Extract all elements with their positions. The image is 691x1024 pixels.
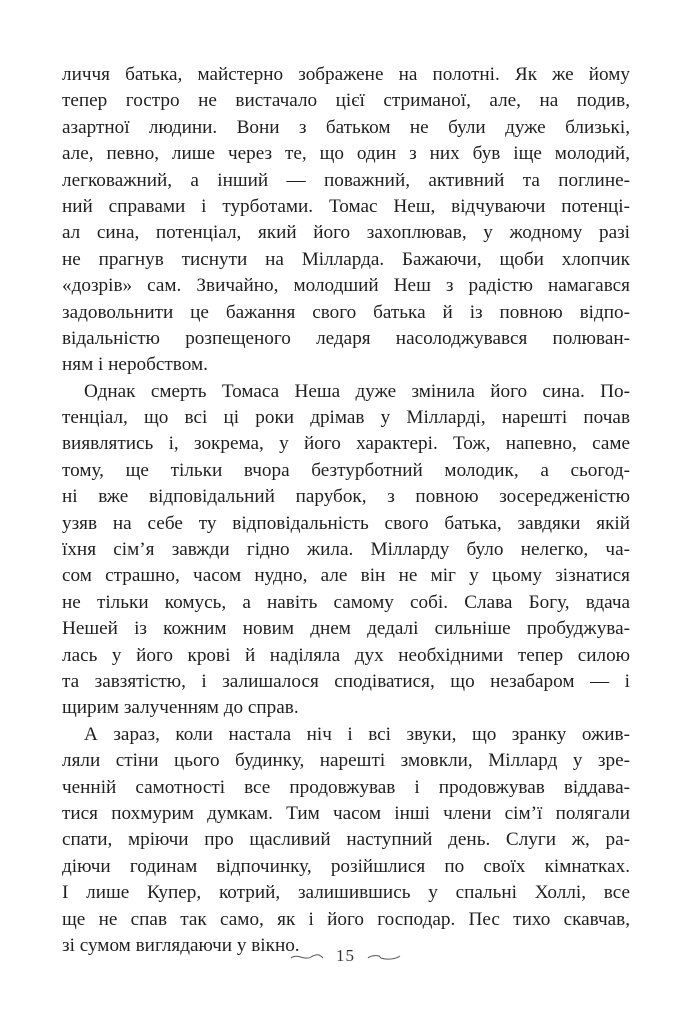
- text-line: відальністю розпещеного ледаря насолоджувався полюван-: [62, 327, 630, 349]
- text-line: ляли стіни цього будинку, нарешті змовкли, Міллард у зре-: [62, 750, 630, 772]
- text-line: ні вже відповідальний парубок, з повною зосередженістю: [62, 486, 630, 508]
- text-line: Однак смерть Томаса Неша дуже змінила його сина. По-: [84, 380, 630, 402]
- text-line: спати, мріючи про щасливий наступний день. Слуги ж, ра-: [62, 829, 630, 851]
- text-line: тепер гостро не вистачало цієї стриманої, але, на подив,: [62, 90, 630, 112]
- page-footer: [0, 946, 691, 966]
- text-line: азартної людини. Вони з батьком не були дуже близькі,: [62, 116, 630, 138]
- text-line: ченній самотності все продовжував і продовжував віддава-: [62, 776, 630, 798]
- body-text: [62, 62, 630, 959]
- text-line: виявлятись і, зокрема, у його характері. Тож, напевно, саме: [62, 433, 630, 455]
- left-flourish-icon: [290, 952, 324, 962]
- text-line: узяв на себе ту відповідальність свого батька, завдяки якій: [62, 512, 630, 534]
- text-line: не тільки комусь, а навіть самому собі. Слава Богу, вдача: [62, 591, 630, 613]
- text-line: А зараз, коли настала ніч і всі звуки, що зранку ожив-: [84, 723, 630, 745]
- text-line: «дозрів» сам. Звичайно, молодший Неш з радістю намагався: [62, 275, 630, 297]
- text-line: ний справами і турботами. Томас Неш, відчуваючи потенці-: [62, 195, 630, 217]
- text-line: ал сина, потенціал, який його захоплював, у жодному разі: [62, 222, 630, 244]
- text-line: тенціал, що всі ці роки дрімав у Мілларді, нарешті почав: [62, 407, 630, 429]
- text-line: Нешей із кожним новим днем дедалі сильніше пробуджува-: [62, 618, 630, 640]
- text-line: ще не спав так само, як і його господар. Пес тихо скавчав,: [62, 908, 630, 930]
- text-line: І лише Купер, котрий, залишившись у спальні Холлі, все: [62, 882, 630, 904]
- text-line: але, певно, лише через те, що один з них був іще молодий,: [62, 143, 630, 165]
- text-line: личчя батька, майстерно зображене на полотні. Як же йому: [62, 64, 630, 85]
- text-line: не прагнув тиснути на Мілларда. Бажаючи, щоби хлопчик: [62, 248, 630, 270]
- text-line: щирим залученням до справ.: [62, 697, 299, 719]
- text-line: ням і неробством.: [62, 354, 208, 376]
- text-line: тому, ще тільки вчора безтурботний молодик, а сьогод-: [62, 459, 630, 481]
- text-line: зі сумом виглядаючи у вікно.: [62, 934, 300, 956]
- text-line: їхня сім’я завжди гідно жила. Мілларду було нелегко, ча-: [62, 539, 630, 561]
- text-line: лась у його крові й наділяла дух необхідними тепер силою: [62, 644, 630, 666]
- page-number: 15: [336, 946, 355, 965]
- text-line: легковажний, а інший — поважний, активний та поглине-: [62, 169, 630, 191]
- text-line: сом страшно, часом нудно, але він не міг у цьому зізнатися: [62, 565, 630, 587]
- text-line: та завзятістю, і залишалося сподіватися, що незабаром — і: [62, 670, 630, 692]
- text-line: тися похмурим думкам. Тим часом інші члени сім’ї полягали: [62, 802, 630, 824]
- text-line: діючи годинам відпочинку, розійшлися по своїх кімнатках.: [62, 855, 630, 877]
- right-flourish-icon: [367, 952, 401, 962]
- text-line: задовольнити це бажання свого батька й із повною відпо-: [62, 301, 630, 323]
